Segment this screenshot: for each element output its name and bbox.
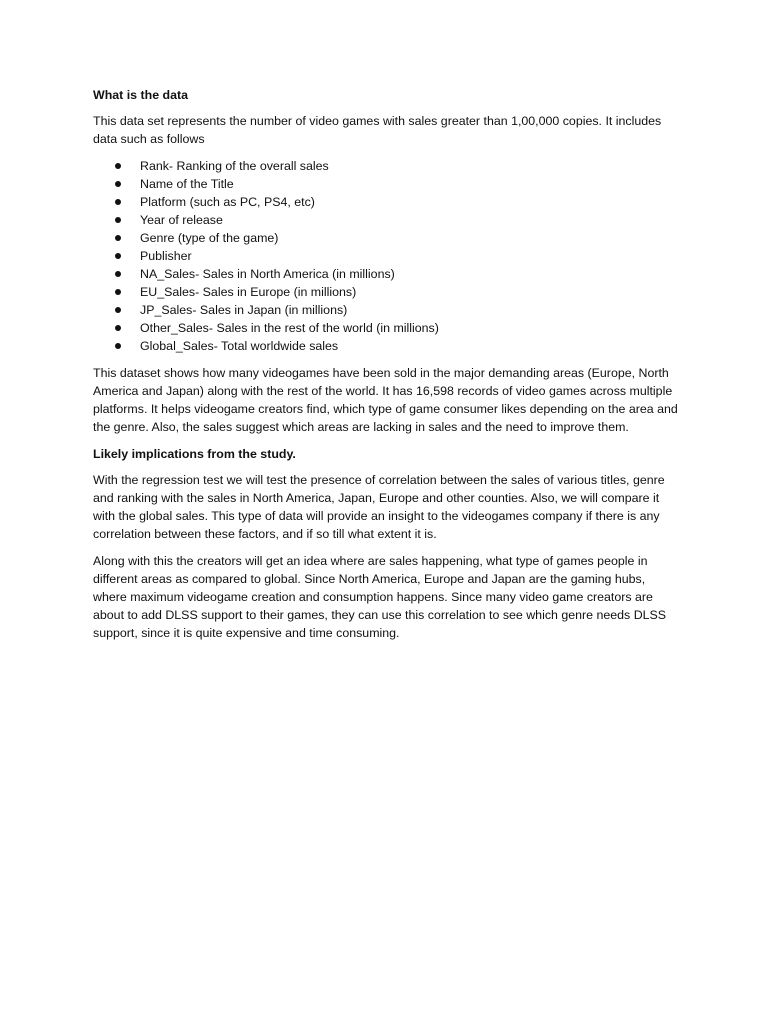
field-list-item: Publisher	[93, 247, 679, 265]
bullet-icon	[115, 217, 121, 223]
intro-paragraph: This data set represents the number of video games with sales greater than 1,00,000 copies. It includes data such as follows	[93, 114, 662, 146]
bullet-icon	[115, 325, 121, 331]
bullet-icon	[115, 199, 121, 205]
field-list-item: Other_Sales- Sales in the rest of the world (in millions)	[93, 319, 679, 337]
section-heading-implications: Likely implications from the study.	[93, 447, 296, 461]
bullet-icon	[115, 253, 121, 259]
creators-paragraph: Along with this the creators will get an idea where are sales happening, what type of games people in different areas as compared to global. Since North America, Europe and Japan are the gaming hubs, where maximum videogame creation and consumption happens. Since many video game creators are about to add DLSS support to their games, they can use this correlation to see which genre needs DLSS support, since it is quite expensive and time consuming.	[93, 554, 667, 640]
bullet-icon	[115, 163, 121, 169]
field-list-item: NA_Sales- Sales in North America (in millions)	[93, 265, 679, 283]
bullet-icon	[115, 235, 121, 241]
field-list-item: Genre (type of the game)	[93, 229, 679, 247]
bullet-icon	[115, 307, 121, 313]
section-heading-data: What is the data	[93, 88, 189, 102]
dataset-description-paragraph: This dataset shows how many videogames have been sold in the major demanding areas (Europe, North America and Japan) along with the rest of the world. It has 16,598 records of video games across multiple platforms. It helps videogame creators find, which type of game consumer likes depending on the area and the genre. Also, the sales suggest which areas are lacking in sales and the need to improve them.	[93, 366, 678, 434]
bullet-icon	[115, 271, 121, 277]
field-list-item: Rank- Ranking of the overall sales	[93, 157, 679, 175]
field-list-item: Global_Sales- Total worldwide sales	[93, 337, 679, 355]
field-list-item: Platform (such as PC, PS4, etc)	[93, 193, 679, 211]
field-list-item: JP_Sales- Sales in Japan (in millions)	[93, 301, 679, 319]
field-list-item: Year of release	[93, 211, 679, 229]
field-list	[93, 157, 679, 355]
bullet-icon	[115, 289, 121, 295]
document-page	[93, 86, 679, 651]
regression-paragraph: With the regression test we will test the presence of correlation between the sales of various titles, genre and ranking with the sales in North America, Japan, Europe and other counties. Also, we will compare it with the global sales. This type of data will provide an insight to the videogames company if there is any correlation between these factors, and if so till what extent it is.	[93, 473, 665, 541]
bullet-icon	[115, 343, 121, 349]
field-list-item: EU_Sales- Sales in Europe (in millions)	[93, 283, 679, 301]
bullet-icon	[115, 181, 121, 187]
field-list-item: Name of the Title	[93, 175, 679, 193]
